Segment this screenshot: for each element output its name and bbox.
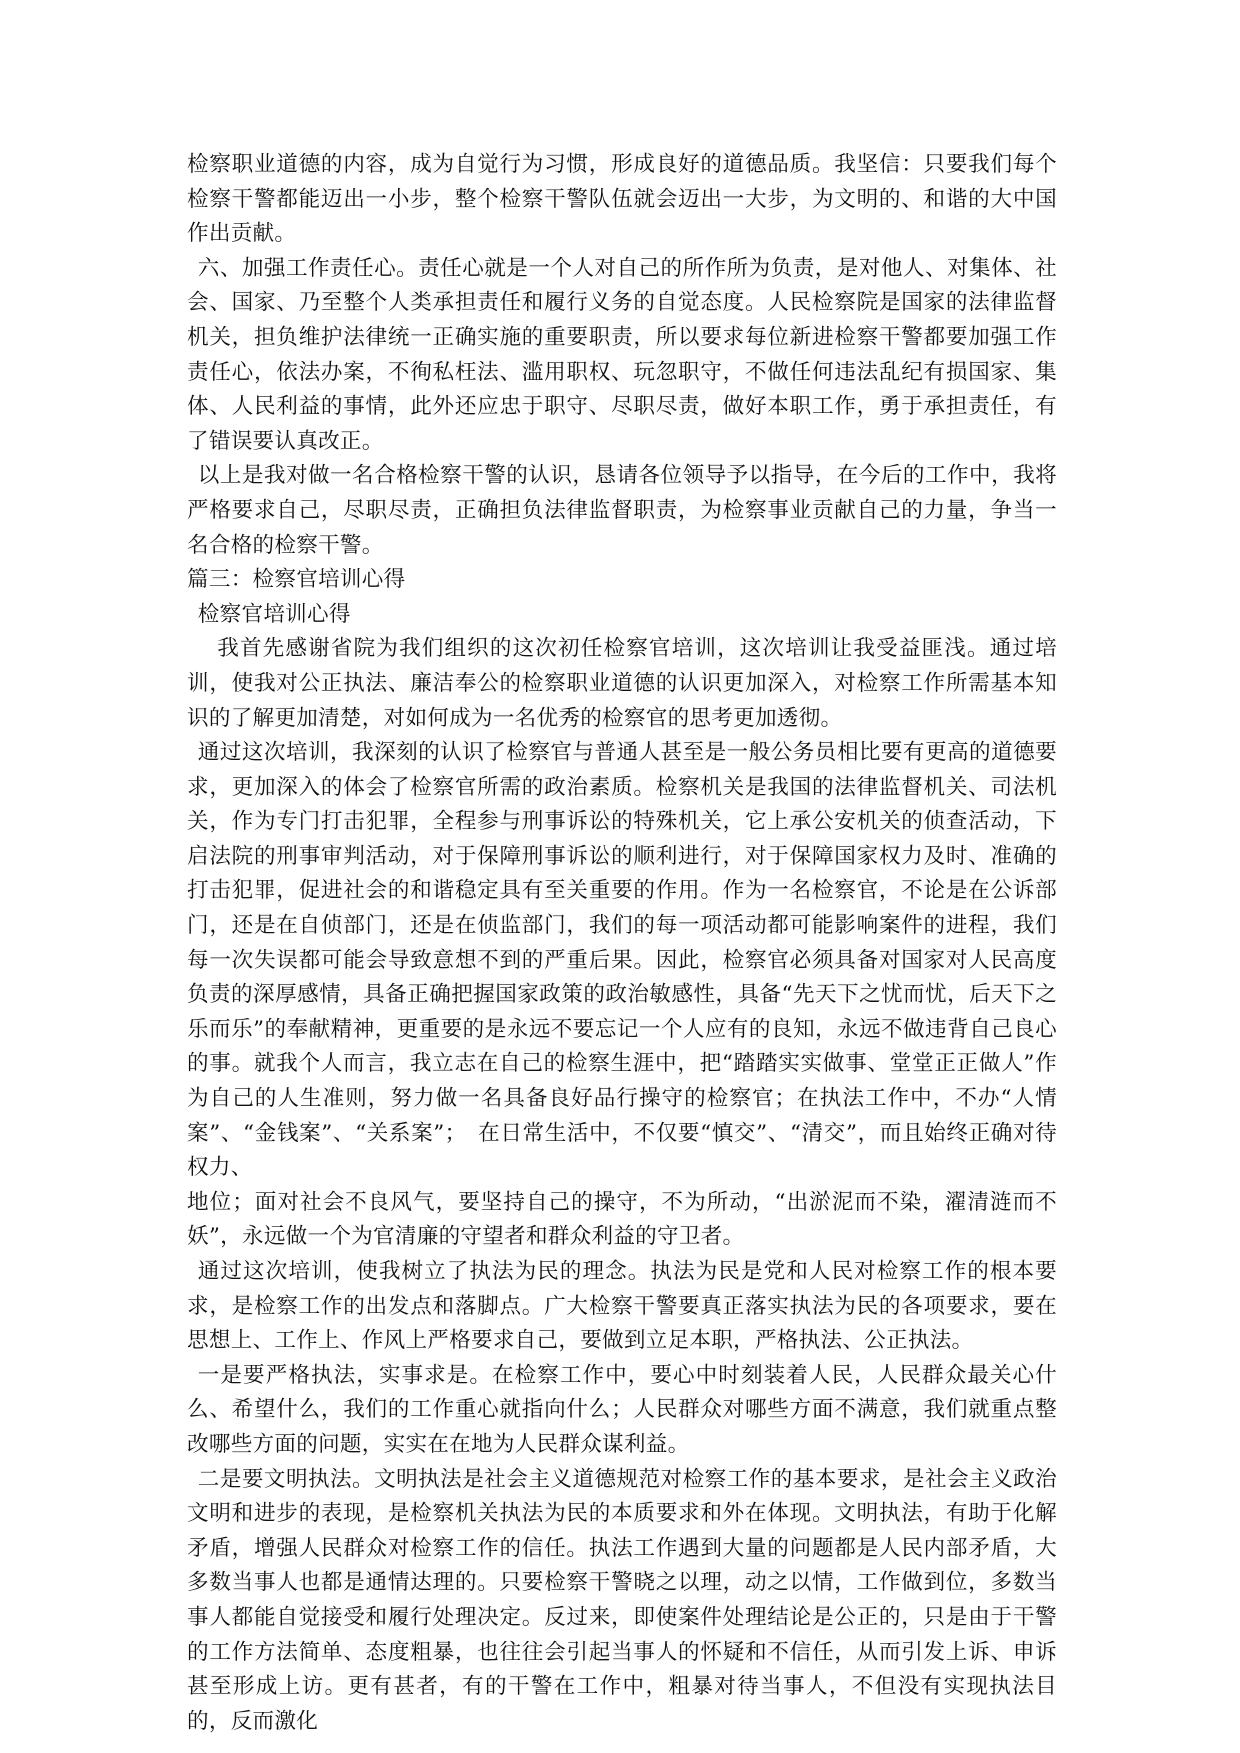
paragraph-opening: 我首先感谢省院为我们组织的这次初任检察官培训，这次培训让我受益匪浅。通过培训，使我对公正执法、廉洁奉公的检察职业道德的认识更加深入，对检察工作所需基本知识的了解更加清楚，对如何成为一名优秀的检察官的思考更加透彻。 [187,636,1057,731]
paragraph-section-six: 六、加强工作责任心。责任心就是一个人对自己的所作所为负责，是对他人、对集体、社会、国家、乃至整个人类承担责任和履行义务的自觉态度。人民检察院是国家的法律监督机关，担负维护法律统一正确实施的重要职责，所以要求每位新进检察干警都要加强工作责任心，依法办案，不徇私枉法、滥用职权、玩忽职守，不做任何违法乱纪有损国家、集体、人民利益的事情，此外还应忠于职守、尽职尽责，做好本职工作，勇于承担责任，有了错误要认真改正。 [187,255,1057,454]
paragraph-moral-continuation: 地位；面对社会不良风气，要坚持自己的操守，不为所动，“出淤泥而不染，濯清涟而不妖”，永远做一个为官清廉的守望者和群众利益的守卫者。 [187,1189,1057,1250]
paragraph-civil-enforcement: 二是要文明执法。文明执法是社会主义道德规范对检察工作的基本要求，是社会主义政治文明和进步的表现，是检察机关执法为民的本质要求和外在体现。文明执法，有助于化解矛盾，增强人民群众对检察工作的信任。执法工作遇到大量的问题都是人民内部矛盾，大多数当事人也都是通情达理的。只要检察干警晓之以理，动之以情，工作做到位，多数当事人都能自觉接受和履行处理决定。反过来，即使案件处理结论是公正的，只是由于干警的工作方法简单、态度粗暴，也往往会引起当事人的怀疑和不信任，从而引发上诉、申诉甚至形成上访。更有甚者，有的干警在工作中，粗暴对待当事人，不但没有实现执法目的，反而激化 [187,1466,1057,1734]
article-title: 检察官培训心得 [197,601,351,627]
paragraph-intro: 检察职业道德的内容，成为自觉行为习惯，形成良好的道德品质。我坚信：只要我们每个检察干警都能迈出一小步，整个检察干警队伍就会迈出一大步，为文明的、和谐的大中国作出贡献。 [187,152,1057,247]
document-body [187,148,1057,1739]
paragraph-conclusion: 以上是我对做一名合格检察干警的认识，恳请各位领导予以指导，在今后的工作中，我将严格要求自己，尽职尽责，正确担负法律监督职责，为检察事业贡献自己的力量，争当一名合格的检察干警。 [187,463,1057,558]
paragraph-serve-people: 通过这次培训，使我树立了执法为民的理念。执法为民是党和人民对检察工作的根本要求，是检察工作的出发点和落脚点。广大检察干警要真正落实执法为民的各项要求，要在思想上、工作上、作风上严格要求自己，要做到立足本职，严格执法、公正执法。 [187,1259,1057,1354]
paragraph-moral-requirements: 通过这次培训，我深刻的认识了检察官与普通人甚至是一般公务员相比要有更高的道德要求，更加深入的体会了检察官所需的政治素质。检察机关是我国的法律监督机关、司法机关，作为专门打击犯罪，全程参与刑事诉讼的特殊机关，它上承公安机关的侦查活动，下启法院的刑事审判活动，对于保障刑事诉讼的顺利进行，对于保障国家权力及时、准确的打击犯罪，促进社会的和谐稳定具有至关重要的作用。作为一名检察官，不论是在公诉部门，还是在自侦部门，还是在侦监部门，我们的每一项活动都可能影响案件的进程，我们每一次失误都可能会导致意想不到的严重后果。因此，检察官必须具备对国家对人民高度负责的深厚感情，具备正确把握国家政策的政治敏感性，具备“先天下之忧而忧，后天下之乐而乐”的奉献精神，更重要的是永远不要忘记一个人应有的良知，永远不做违背自己良心的事。就我个人而言，我立志在自己的检察生涯中，把“踏踏实实做事、堂堂正正做人”作为自己的人生准则，努力做一名具备良好品行操守的检察官；在执法工作中，不办“人情案”、“金钱案”、“关系案”； 在日常生活中，不仅要“慎交”、“清交”，而且始终正确对待权力、 [187,740,1057,1181]
paragraph-strict-enforcement: 一是要严格执法，实事求是。在检察工作中，要心中时刻装着人民，人民群众最关心什么、希望什么，我们的工作重心就指向什么；人民群众对哪些方面不满意，我们就重点整改哪些方面的问题，实实在在地为人民群众谋利益。 [187,1362,1057,1457]
section-heading: 篇三：检察官培训心得 [187,567,406,593]
